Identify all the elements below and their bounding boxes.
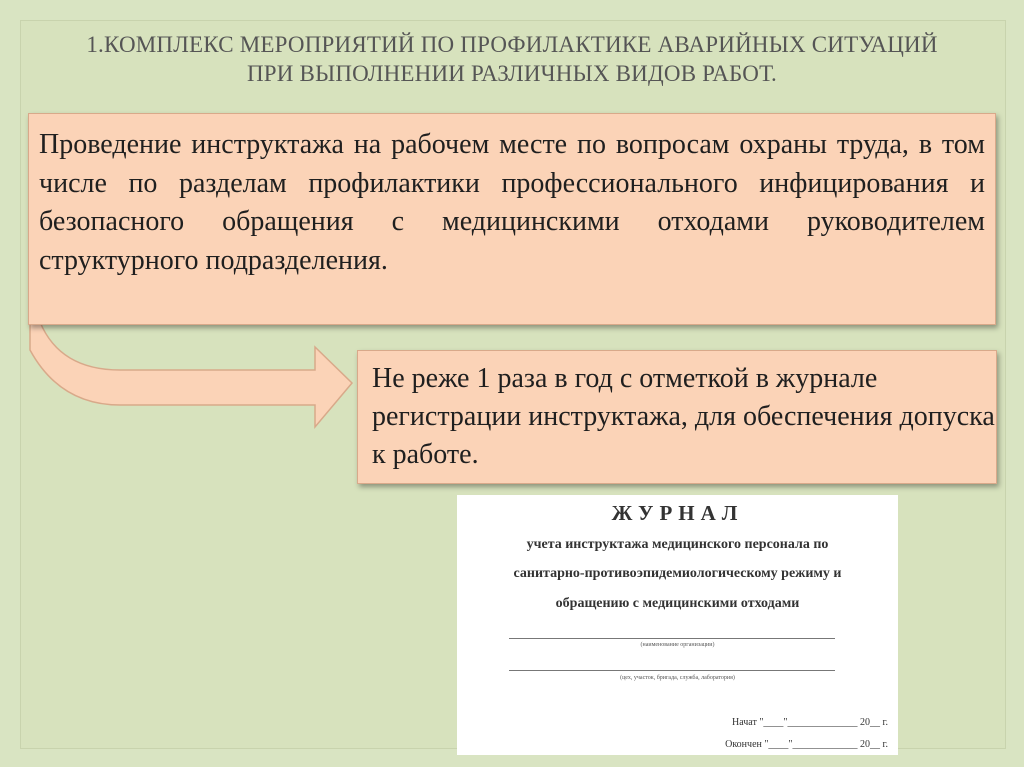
department-caption: (цех, участок, бригада, служба, лаборатория) bbox=[620, 675, 735, 681]
journal-end-date: Окончен "____"_____________ 20__ г. bbox=[725, 739, 888, 750]
journal-cover-image bbox=[457, 495, 898, 755]
journal-subtitle-3: обращению с медицинскими отходами bbox=[555, 596, 800, 611]
instruction-box bbox=[28, 113, 996, 325]
journal-start-date: Начат "____"______________ 20__ г. bbox=[732, 717, 888, 728]
title-line-1: 1.КОМПЛЕКС МЕРОПРИЯТИЙ ПО ПРОФИЛАКТИКЕ АВАРИЙНЫХ СИТУАЦИЙ bbox=[86, 32, 938, 57]
department-line bbox=[509, 670, 835, 671]
instruction-text: Проведение инструктажа на рабочем месте по вопросам охраны труда, в том числе по разделам профилактики профессионального инфицирования и безопасного обращения с медицинскими отходами руководителем структурного подразделения. bbox=[39, 129, 985, 276]
journal-subtitle-2: санитарно-противоэпидемиологическому режиму и bbox=[513, 566, 842, 581]
journal-heading: ЖУРНАЛ bbox=[611, 501, 744, 525]
journal-subtitle-1: учета инструктажа медицинского персонала по bbox=[526, 537, 829, 552]
org-name-caption: (наименование организации) bbox=[640, 642, 715, 648]
frequency-text: Не реже 1 раза в год с отметкой в журнале регистрации инструктажа, для обеспечения допуска к работе. bbox=[372, 363, 995, 470]
title-line-2: ПРИ ВЫПОЛНЕНИИ РАЗЛИЧНЫХ ВИДОВ РАБОТ. bbox=[246, 61, 777, 86]
frequency-box bbox=[357, 350, 997, 484]
org-name-line bbox=[509, 638, 835, 639]
